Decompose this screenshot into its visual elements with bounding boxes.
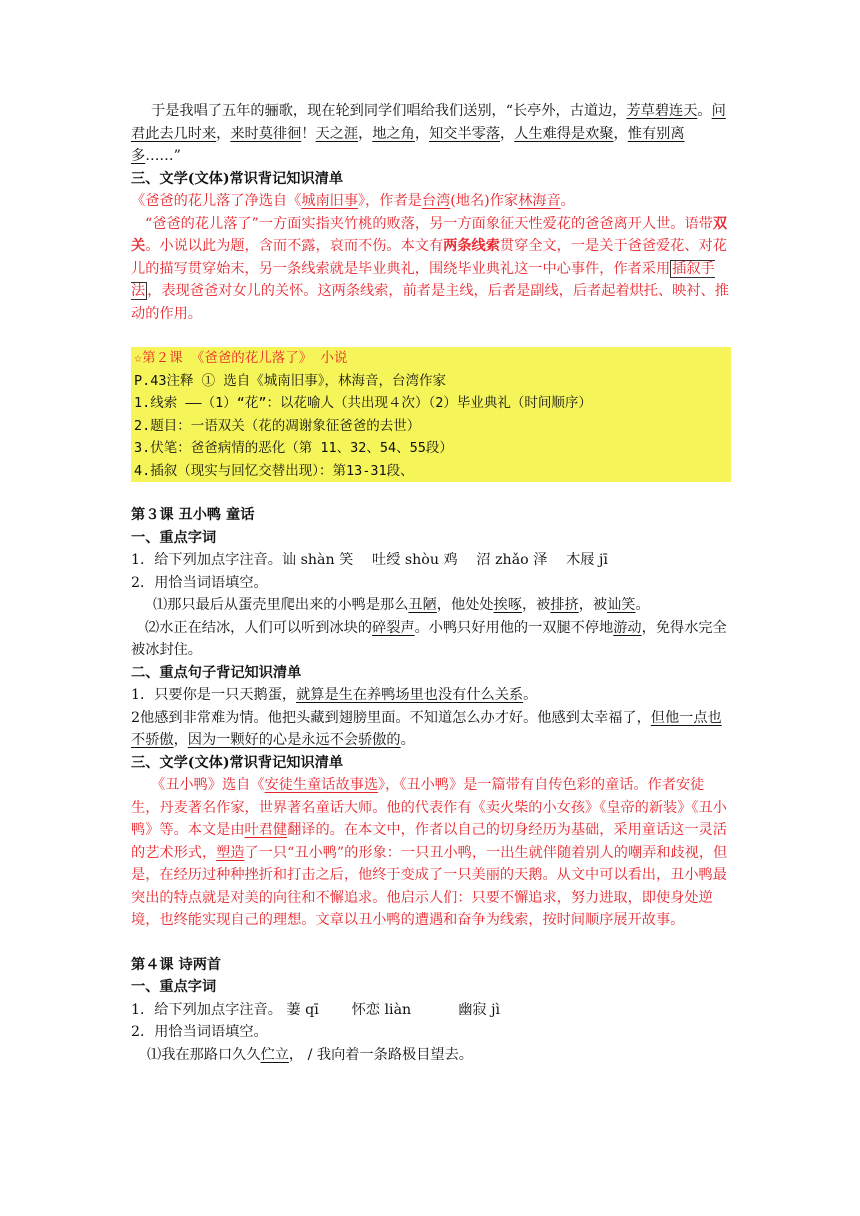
punct: ！: [301, 125, 316, 142]
text: ，表现爸爸对女儿的关怀。这两条线索，前者是主线，后者是副线，后者起着烘托、映衬、推动的作用。: [131, 283, 729, 322]
underlined-phrase: 塑造: [216, 844, 245, 861]
underlined-phrase: 芳草碧连天: [626, 103, 698, 119]
underlined-phrase: 叶君健: [244, 822, 288, 838]
punct: 。: [697, 103, 712, 119]
bold-phrase: 两条线索: [443, 238, 500, 254]
text: 翻译的。在本文中，作者以自己的切身经历为基础，采用童话这一灵活的艺术形式，: [131, 822, 727, 861]
underlined-phrase: 人生难得是欢聚: [514, 125, 614, 142]
highlight-box: [131, 347, 731, 482]
analysis-paragraph: [131, 213, 731, 326]
section-heading: 三、文学(文体)常识背记知识清单: [131, 170, 344, 187]
highlight-line: 1.线索 ——（1）“花”：以花喻人（共出现４次）（2）毕业典礼（时间顺序）: [134, 395, 592, 411]
text: 1．只要你是一只天鹅蛋，: [131, 687, 297, 703]
punct: ，: [358, 125, 373, 142]
fill-line: [131, 617, 731, 662]
key-sentence: [131, 684, 731, 707]
text: 2他感到非常难为情。他把头藏到翅膀里面。不知道怎么办才好。他感到太幸福了，: [131, 709, 651, 726]
section-heading: 三、文学(文体)常识背记知识清单: [131, 754, 344, 771]
underlined-phrase: 丑陋: [408, 597, 437, 613]
boxed-phrase: 插叙手法: [131, 260, 715, 299]
text: ，: [173, 732, 188, 748]
text: ，被: [578, 597, 608, 613]
question-line: 1．给下列加点字注音。讪 shàn 笑 吐绶 shòu 鸡 沼 zhǎo 泽 木屐 jī: [131, 552, 608, 568]
text: 。小鸭只好用他的一双腿不停地: [414, 619, 614, 636]
text: ， / 我向着一条路极目望去。: [288, 1046, 473, 1063]
text: ，他处处: [436, 597, 494, 613]
underlined-phrase: 问君此去几时来: [131, 103, 726, 142]
text: 》，《丑小鸭》是一篇带有自传色彩的童话。作者安徒生，丹麦著名作家，世界著名童话大师。他的代表作有《卖火柴的小女孩》《皇帝的新装》《丑小鸭》等。本文是由: [131, 777, 727, 838]
text: ⑵水正在结冰，人们可以听到冰块的: [145, 619, 373, 636]
underlined-phrase: 来时莫徘徊: [230, 125, 302, 142]
section-heading: 二、重点句子背记知识清单: [131, 664, 302, 681]
lesson-title: 第４课 诗两首: [131, 956, 222, 973]
underlined-phrase: 但他一点也不骄傲: [131, 709, 722, 748]
text: 《丑小鸭》选自《: [151, 777, 265, 793]
intro-paragraph: [131, 100, 731, 168]
text: 。小说以此为题，含而不露，哀而不伤。本文有: [145, 238, 444, 254]
intro-text: 于是我唱了五年的骊歌，现在轮到同学们唱给我们送别，“长亭外，古道边，: [151, 103, 627, 119]
punct: ，: [414, 125, 430, 142]
highlight-line: 3.伏笔：爸爸病情的恶化（第 11、32、54、55段）: [134, 440, 453, 456]
underlined-phrase: 伫立: [260, 1046, 289, 1063]
punct: ……”: [145, 148, 181, 164]
text: (地名)作家: [450, 193, 519, 209]
text: 。: [560, 193, 575, 209]
highlight-line: P.43注释 ① 选自《城南旧事》，林海音，台湾作家: [134, 372, 447, 389]
punct: ，: [613, 125, 628, 142]
text: 。: [635, 597, 650, 613]
key-sentence: [131, 707, 731, 752]
underlined-phrase: 碎裂声: [372, 619, 415, 636]
text: ⑴那只最后从蛋壳里爬出来的小鸭是那么: [153, 597, 409, 613]
underlined-phrase: 天之涯: [315, 125, 359, 142]
text: 。: [400, 732, 415, 748]
underlined-phrase: 因为一颗好的心是永远不会骄傲的: [187, 732, 401, 748]
underlined-phrase: 惟有别离多: [131, 125, 685, 164]
punct: ，: [500, 125, 515, 142]
text: “爸爸的花儿落了”一方面实指夹竹桃的败落，另一方面象征天性爱花的爸爸离开人世。语带: [145, 215, 713, 232]
text: 》，作者是: [358, 193, 422, 209]
fill-line: [131, 594, 731, 617]
bold-phrase: 双关: [131, 215, 728, 254]
underlined-phrase: 林海音: [518, 193, 561, 209]
lesson-title: 第３课 丑小鸭 童话: [131, 507, 255, 523]
text: ，免得水完全被冰封住。: [131, 619, 727, 658]
question-line: 2．用恰当词语填空。: [131, 1024, 268, 1040]
section-heading: 一、重点字词: [131, 529, 217, 546]
underlined-phrase: 排挤: [550, 597, 579, 613]
question-line: 2．用恰当词语填空。: [131, 574, 268, 591]
underlined-phrase: 地之角: [372, 125, 415, 142]
highlight-line: 4.插叙（现实与回忆交替出现）：第13-31段、: [134, 462, 414, 479]
underlined-phrase: 安徒生童话故事选: [264, 777, 379, 793]
underlined-phrase: 城南旧事: [301, 193, 359, 209]
text: ⑴我在那路口久久: [147, 1046, 261, 1063]
text: 《爸爸的花儿落了净选自《: [131, 193, 302, 209]
fill-line: [131, 1044, 731, 1067]
highlight-line: 2.题目：一语双关（花的凋谢象征爸爸的去世）: [134, 417, 421, 434]
text: ，被: [521, 597, 551, 613]
underlined-phrase: 就算是生在养鸭场里也没有什么关系: [296, 687, 524, 703]
section-heading: 一、重点字词: [131, 979, 217, 995]
underlined-phrase: 知交半零落: [429, 125, 501, 142]
highlight-title: ☆第２课 《爸爸的花儿落了》 小说: [134, 350, 348, 366]
underlined-phrase: 游动: [613, 619, 642, 636]
literature-paragraph: [131, 774, 731, 932]
source-line: [131, 190, 731, 213]
underlined-phrase: 讪笑: [607, 597, 636, 613]
punct: ，: [216, 125, 231, 142]
question-line: 1．给下列加点字注音。 萋 qī 怀恋 liàn 幽寂 jì: [131, 1001, 501, 1018]
document-content: [131, 100, 731, 1066]
text: 。: [523, 687, 538, 703]
underlined-phrase: 台湾: [421, 193, 451, 209]
text: 了一只“丑小鸭”的形象：一只丑小鸭，一出生就伴随着别人的嘲弄和歧视，但是，在经历过种种挫折和打击之后，他终于变成了一只美丽的天鹅。从文中可以看出，丑小鸭最突出的特点就是对美的向往和不懈追求。他启示人们：只要不懈追求，努力进取，即使身处逆境，也终能实现自己的理想。文章以丑小鸭的遭遇和奋争为线索，按时间顺序展开故事。: [131, 844, 728, 928]
text: 贯穿全文，一是关于爸爸爱花、对花儿的描写贯穿始末，另一条线索就是毕业典礼，围绕毕业典礼这一中心事件，作者采用: [131, 238, 727, 277]
underlined-phrase: 挨啄: [493, 597, 522, 613]
